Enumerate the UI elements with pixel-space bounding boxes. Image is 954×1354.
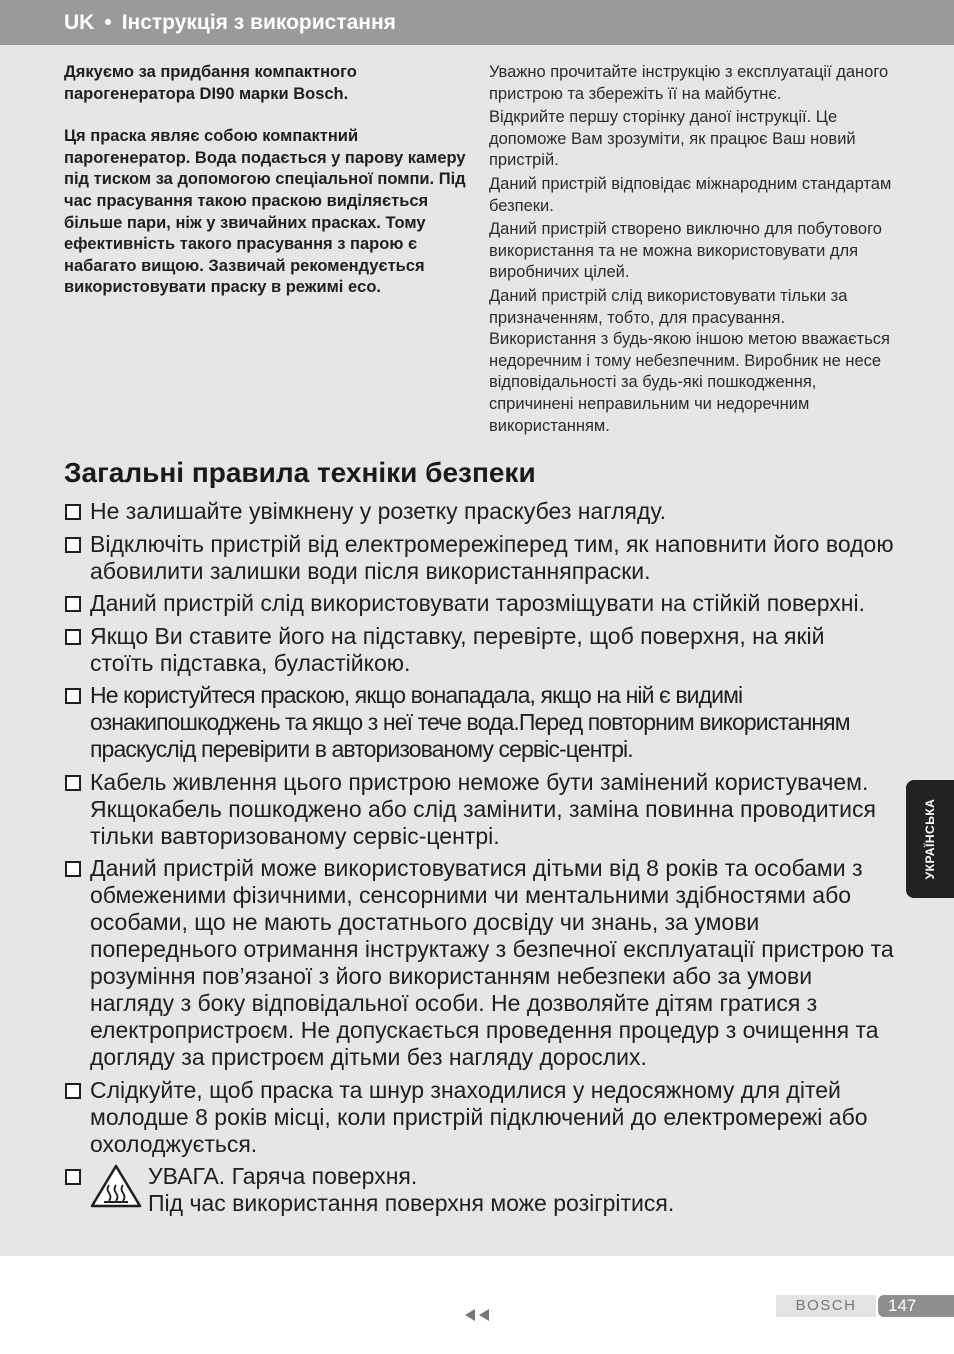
intro-safety-standards: Даний пристрій відповідає міжнародним стандартам безпеки. <box>489 174 892 215</box>
header-separator: • <box>104 11 112 34</box>
page-number: 147 <box>878 1295 954 1317</box>
intro-right-column <box>489 62 894 439</box>
previous-page-icon[interactable] <box>463 1306 493 1324</box>
checkbox-bullet-icon <box>65 629 81 645</box>
header-title: Інструкція з використання <box>121 11 396 34</box>
language-code: UK <box>64 11 95 34</box>
safety-rule: Відключіть пристрій від електромережіперед тим, як наповнити його водою абовилити залишки води після використанняпраски. <box>64 531 894 585</box>
checkbox-bullet-icon <box>65 596 81 612</box>
intro-household-use: Даний пристрій створено виключно для побутового використання та не можна використовувати для виробничих цілей. <box>489 220 882 282</box>
safety-rules-list <box>64 498 894 1223</box>
warning-text: Під час використання поверхня може розігрітися. <box>148 1190 675 1216</box>
checkbox-bullet-icon <box>65 504 81 520</box>
checkbox-bullet-icon <box>65 775 81 791</box>
warning-title: УВАГА. Гаряча поверхня. <box>148 1163 418 1189</box>
side-tab-label: УКРАЇНСЬКА <box>923 798 937 880</box>
safety-rule: Якщо Ви ставите його на підставку, перевірте, щоб поверхня, на якій стоїть підставка, буластійкою. <box>64 623 894 677</box>
safety-rule: Не користуйтеся праскою, якщо вонападала, якщо на ній є видимі ознакипошкоджень та якщо з неї тече вода.Перед повторним використанням праскуслід перевірити в авторизованому сервіс-центрі. <box>64 682 894 763</box>
hot-surface-warning <box>64 1163 894 1217</box>
page-header <box>0 0 954 45</box>
intro-open-first-page: Відкрийте першу сторінку даної інструкції. Це допоможе Вам зрозуміти, як працює Ваш новий пристрій. <box>489 108 856 170</box>
intro-thanks: Дякуємо за придбання компактного парогенератора DI90 марки Bosch. <box>64 63 357 103</box>
hot-surface-warning-icon <box>90 1163 142 1209</box>
checkbox-bullet-icon <box>65 688 81 704</box>
safety-rule: Кабель живлення цього пристрою неможе бути замінений користувачем. Якщокабель пошкоджено або слід замінити, заміна повинна проводитися тільки вавторизованому сервіс-центрі. <box>64 769 894 850</box>
safety-section-title: Загальні правила техніки безпеки <box>64 457 536 488</box>
intro-intended-use: Даний пристрій слід використовувати тільки за призначенням, тобто, для прасування. Використання з будь-якою іншою метою вважається недоречним і тому небезпечним. Виробник не несе відповідальності за будь-які пошкодження, спричинені неправильним чи недоречним використанням. <box>489 286 890 435</box>
checkbox-bullet-icon <box>65 1169 81 1185</box>
checkbox-bullet-icon <box>65 861 81 877</box>
intro-left-column <box>64 62 472 299</box>
intro-description: Ця праска являє собою компактний парогенератор. Вода подається у парову камеру під тиском за допомогою спеціальної помпи. Під час прасування такою праскою виділяється більше пари, ніж у звичайних прасках. Тому ефективність такого прасування з парою є набагато вищою. Зазвичай рекомендується використовувати праску в режимі eco. <box>64 127 466 297</box>
safety-rule: Слідкуйте, щоб праска та шнур знаходилися у недосяжному для дітей молодше 8 років місці, коли пристрій підключений до електромережі або охолоджується. <box>64 1077 894 1158</box>
checkbox-bullet-icon <box>65 537 81 553</box>
checkbox-bullet-icon <box>65 1083 81 1099</box>
brand-label: BOSCH <box>776 1295 876 1317</box>
safety-rule: Не залишайте увімкнену у розетку праскубез нагляду. <box>64 498 894 525</box>
intro-read-instructions: Уважно прочитайте інструкцію з експлуатації даного пристрою та збережіть її на майбутнє. <box>489 63 889 103</box>
language-side-tab <box>906 780 954 898</box>
safety-rule: Даний пристрій слід використовувати тарозміщувати на стійкій поверхні. <box>64 590 894 617</box>
safety-rule: Даний пристрій може використовуватися дітьми від 8 років та особами з обмеженими фізичними, сенсорними чи ментальними здібностями або особами, що не мають достатнього досвіду чи знань, за умови попереднього отримання інструктажу з безпечної експлуатації пристрою та розуміння пов’язаної з його використанням небезпеки або за умови нагляду з боку відповідальної особи. Не дозволяйте дітям гратися з електропристроєм. Не допускається проведення процедур з очищення та догляду за пристроєм дітьми без нагляду дорослих. <box>64 855 894 1071</box>
